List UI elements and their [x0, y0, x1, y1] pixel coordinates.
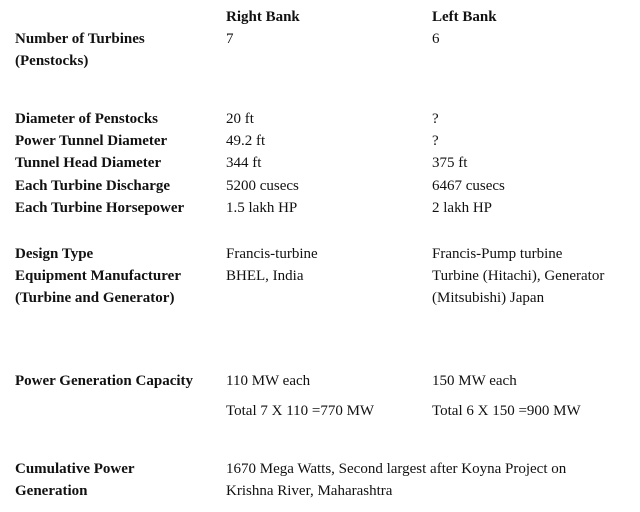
label-cumulative-power: Cumulative Power [15, 461, 135, 477]
right-diameter-of-penstocks: 20 ft [226, 111, 254, 127]
left-diameter-of-penstocks: ? [432, 111, 439, 127]
right-tunnel-head-diameter: 344 ft [226, 155, 262, 171]
left-each-turbine-horsepower: 2 lakh HP [432, 200, 492, 216]
label-cumulative-power-sub: Generation [15, 483, 88, 499]
label-power-generation-capacity: Power Generation Capacity [15, 373, 194, 389]
right-power-tunnel-diameter: 49.2 ft [226, 133, 266, 149]
left-power-tunnel-diameter: ? [432, 133, 439, 149]
left-number-of-turbines: 6 [432, 31, 440, 47]
left-design-type: Francis-Pump turbine [432, 246, 563, 262]
cumulative-value-line2: Krishna River, Maharashtra [226, 483, 393, 499]
label-number-of-turbines: Number of Turbines [15, 31, 145, 47]
header-right-bank: Right Bank [226, 9, 300, 25]
left-each-turbine-discharge: 6467 cusecs [432, 178, 505, 194]
label-equipment-manufacturer: Equipment Manufacturer [15, 268, 181, 284]
left-equipment-manufacturer-line1: Turbine (Hitachi), Generator [432, 268, 605, 284]
left-capacity-each: 150 MW each [432, 373, 517, 389]
left-capacity-total: Total 6 X 150 =900 MW [432, 403, 581, 419]
right-number-of-turbines: 7 [226, 31, 234, 47]
label-each-turbine-horsepower: Each Turbine Horsepower [15, 200, 185, 216]
label-tunnel-head-diameter: Tunnel Head Diameter [15, 155, 162, 171]
right-each-turbine-discharge: 5200 cusecs [226, 178, 299, 194]
label-design-type: Design Type [15, 246, 94, 262]
label-number-of-turbines-sub: (Penstocks) [15, 53, 89, 69]
left-equipment-manufacturer-line2: (Mitsubishi) Japan [432, 290, 545, 306]
label-power-tunnel-diameter: Power Tunnel Diameter [15, 133, 168, 149]
label-each-turbine-discharge: Each Turbine Discharge [15, 178, 171, 194]
right-capacity-each: 110 MW each [226, 373, 311, 389]
left-tunnel-head-diameter: 375 ft [432, 155, 468, 171]
right-capacity-total: Total 7 X 110 =770 MW [226, 403, 375, 419]
header-left-bank: Left Bank [432, 9, 497, 25]
right-design-type: Francis-turbine [226, 246, 318, 262]
cumulative-value-line1: 1670 Mega Watts, Second largest after Koyna Project on [226, 461, 567, 477]
label-equipment-manufacturer-sub: (Turbine and Generator) [15, 290, 175, 306]
right-each-turbine-horsepower: 1.5 lakh HP [226, 200, 298, 216]
right-equipment-manufacturer: BHEL, India [226, 268, 304, 284]
label-diameter-of-penstocks: Diameter of Penstocks [15, 111, 159, 127]
